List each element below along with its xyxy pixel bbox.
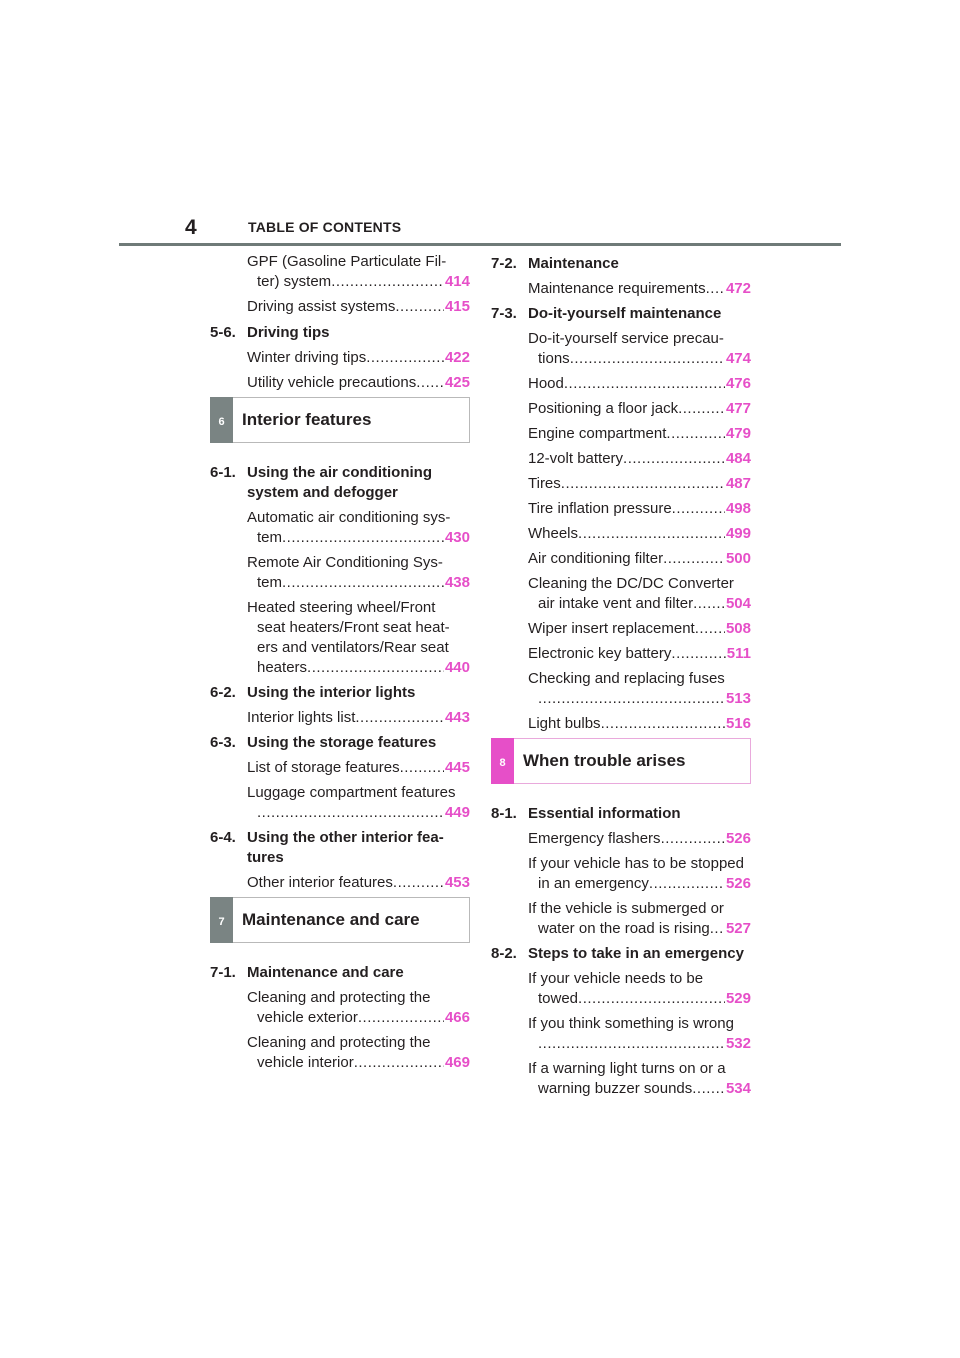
toc-entry-text: Air conditioning filter — [528, 550, 664, 567]
toc-entry-text: tions — [538, 350, 570, 367]
section-heading-5-6 — [210, 323, 470, 343]
chapter-8-banner[interactable] — [491, 738, 751, 784]
page-link[interactable]: 414 — [444, 273, 470, 290]
page-link[interactable]: 504 — [725, 595, 751, 612]
dot-leader — [695, 619, 725, 639]
toc-entry-line — [528, 919, 751, 939]
dot-leader — [661, 829, 725, 849]
page-number: 4 — [185, 216, 197, 239]
dot-leader — [578, 524, 725, 544]
toc-entry[interactable] — [210, 553, 470, 593]
toc-entry-text: Positioning a floor jack — [528, 400, 679, 417]
toc-entry[interactable] — [491, 279, 751, 299]
toc-entry-text: Utility vehicle precautions — [247, 374, 417, 391]
section-number: 6-3. — [210, 734, 236, 751]
page-link[interactable]: 526 — [725, 830, 751, 847]
page-link[interactable]: 466 — [444, 1009, 470, 1026]
toc-entry-text: Cleaning the DC/DC Converter — [528, 575, 734, 592]
toc-entry-text: warning buzzer sounds — [538, 1080, 693, 1097]
section-number: 7-2. — [491, 255, 517, 272]
toc-entry-line — [528, 689, 751, 709]
page-link[interactable]: 484 — [725, 450, 751, 467]
toc-entry-line — [528, 499, 751, 519]
dot-leader — [672, 499, 725, 519]
toc-entry-line — [247, 348, 470, 368]
toc-entry-text: Automatic air conditioning sys- — [247, 509, 451, 526]
section-title: Using the interior lights — [247, 684, 416, 701]
section-heading-7-1 — [210, 963, 470, 983]
page-link[interactable]: 477 — [725, 400, 751, 417]
right-column — [491, 252, 751, 1104]
section-number: 6-2. — [210, 684, 236, 701]
section-entries-6-2 — [210, 708, 470, 728]
dot-leader — [400, 758, 444, 778]
toc-entry-text: If your vehicle has to be stopped — [528, 855, 744, 872]
section-number: 6-1. — [210, 464, 236, 481]
toc-entry[interactable] — [491, 574, 751, 614]
section-heading-6-3 — [210, 733, 470, 753]
left-column — [210, 252, 470, 1078]
page-link[interactable]: 449 — [444, 804, 470, 821]
page-link[interactable]: 516 — [725, 715, 751, 732]
section-title: Using the storage features — [247, 734, 437, 751]
toc-entry-text: Remote Air Conditioning Sys- — [247, 554, 443, 571]
page-link[interactable]: 472 — [725, 280, 751, 297]
section-number: 5-6. — [210, 324, 236, 341]
toc-entry-line — [247, 708, 470, 728]
toc-entry[interactable] — [491, 669, 751, 709]
chapter-title: Interior features — [242, 410, 372, 429]
toc-entry-text: ter) system — [257, 273, 332, 290]
toc-entry-line — [247, 1053, 470, 1073]
dot-leader — [601, 714, 725, 734]
toc-entry-line — [528, 644, 751, 664]
toc-entry-line — [528, 829, 751, 849]
toc-entry-line — [528, 1079, 751, 1099]
toc-entry-text: Cleaning and protecting the — [247, 1034, 431, 1051]
dot-leader — [666, 424, 725, 444]
dot-leader — [395, 297, 444, 317]
chapter-7-banner[interactable] — [210, 897, 470, 943]
section-heading-8-2 — [491, 944, 751, 964]
toc-entry-line — [528, 524, 751, 544]
toc-entry-line — [528, 874, 751, 894]
page-link[interactable]: 499 — [725, 525, 751, 542]
page-link[interactable]: 529 — [725, 990, 751, 1007]
toc-entry-line — [528, 549, 751, 569]
toc-entry-text: in an emergency — [538, 875, 649, 892]
toc-entry[interactable] — [491, 329, 751, 369]
toc-entry[interactable] — [491, 399, 751, 419]
toc-entry-line — [528, 279, 751, 299]
toc-entry-line — [247, 658, 470, 678]
toc-entry-line — [528, 349, 751, 369]
toc-entry-text: Other interior features — [247, 874, 393, 891]
section-entries-8-2 — [491, 969, 751, 1099]
dot-leader — [570, 349, 725, 369]
section-entries-8-1 — [491, 829, 751, 939]
toc-entry-text: Checking and replacing fuses — [528, 670, 725, 687]
page-link[interactable]: 532 — [725, 1035, 751, 1052]
toc-entry-line — [528, 374, 751, 394]
page-link[interactable]: 513 — [725, 690, 751, 707]
page-link[interactable]: 445 — [444, 759, 470, 776]
toc-entry[interactable] — [210, 758, 470, 778]
toc-entry-line — [247, 573, 470, 593]
toc-entry-line — [247, 528, 470, 548]
toc-entry-text: water on the road is rising — [538, 920, 710, 937]
toc-entry-text: Tires — [528, 475, 561, 492]
toc-entry-text: Cleaning and protecting the — [247, 989, 431, 1006]
page-link[interactable]: 430 — [444, 529, 470, 546]
toc-entry[interactable] — [210, 708, 470, 728]
toc-entry-text: vehicle interior — [257, 1054, 354, 1071]
toc-entry-line — [528, 399, 751, 419]
dot-leader — [649, 874, 725, 894]
toc-entry[interactable] — [210, 988, 470, 1028]
toc-entry-text: Engine compartment — [528, 425, 667, 442]
toc-entry-text: heaters — [257, 659, 308, 676]
toc-entry-text: Winter driving tips — [247, 349, 367, 366]
toc-entry-line — [247, 873, 470, 893]
toc-entry-line — [247, 1008, 470, 1028]
page-link[interactable]: 422 — [444, 349, 470, 366]
page-link[interactable]: 487 — [725, 475, 751, 492]
toc-entry-line — [528, 989, 751, 1009]
toc-entry-text: GPF (Gasoline Particulate Fil- — [247, 253, 447, 270]
toc-entry[interactable] — [491, 619, 751, 639]
page-link[interactable]: 479 — [725, 425, 751, 442]
toc-entry-line — [247, 803, 470, 823]
page-link[interactable]: 425 — [444, 374, 470, 391]
section-number: 6-4. — [210, 829, 236, 846]
section-heading-6-4 — [210, 828, 470, 868]
header-title: TABLE OF CONTENTS — [248, 219, 402, 235]
dot-leader — [538, 1034, 725, 1054]
section-title-line: Using the air conditioning — [247, 464, 432, 481]
toc-entry[interactable] — [491, 374, 751, 394]
section-entries-7-2 — [491, 279, 751, 299]
toc-entry-line — [528, 619, 751, 639]
toc-entry[interactable] — [491, 854, 751, 894]
toc-entry-text: Maintenance requirements — [528, 280, 706, 297]
toc-entry[interactable] — [210, 348, 470, 368]
toc-entry[interactable] — [491, 499, 751, 519]
section-heading-7-2 — [491, 254, 751, 274]
section-number: 7-1. — [210, 964, 236, 981]
section-title-line: tures — [247, 849, 284, 866]
toc-entry-text: tem — [257, 529, 283, 546]
toc-entry-text: Wheels — [528, 525, 579, 542]
dot-leader — [355, 708, 444, 728]
toc-entry[interactable] — [491, 714, 751, 734]
dot-leader — [358, 1008, 444, 1028]
toc-entry-text: Light bulbs — [528, 715, 601, 732]
section-title: Do-it-yourself maintenance — [528, 305, 722, 322]
section-title: Essential information — [528, 805, 681, 822]
toc-entry-line — [247, 272, 470, 292]
toc-entry[interactable] — [491, 899, 751, 939]
toc-entry-text: Luggage compartment features — [247, 784, 456, 801]
toc-entry[interactable] — [491, 449, 751, 469]
chapter-tab: 7 — [210, 897, 233, 943]
page-link[interactable]: 500 — [725, 550, 751, 567]
toc-entry-line — [247, 758, 470, 778]
page-link[interactable]: 469 — [444, 1054, 470, 1071]
toc-entry[interactable] — [210, 373, 470, 393]
section-entries-7-1 — [210, 988, 470, 1073]
toc-entry-text: Emergency flashers — [528, 830, 661, 847]
section-entries-6-4 — [210, 873, 470, 893]
toc-entry-text: Wiper insert replacement — [528, 620, 695, 637]
toc-entry[interactable] — [210, 1033, 470, 1073]
section-entries-6-3 — [210, 758, 470, 823]
toc-entry-text: ers and ventilators/Rear seat — [257, 639, 449, 656]
dot-leader — [282, 573, 444, 593]
toc-entry-line — [247, 373, 470, 393]
toc-entry-text: towed — [538, 990, 579, 1007]
section-number: 8-1. — [491, 805, 517, 822]
toc-entry-text: If the vehicle is submerged or — [528, 900, 724, 917]
toc-entry-line — [528, 714, 751, 734]
section-heading-6-1 — [210, 463, 470, 503]
toc-entry-text: Do-it-yourself service precau- — [528, 330, 724, 347]
section-title-line: system and defogger — [247, 484, 398, 501]
section-title: Maintenance and care — [247, 964, 404, 981]
section-title-line: Using the other interior fea- — [247, 829, 444, 846]
dot-leader — [693, 594, 725, 614]
dot-leader — [257, 803, 444, 823]
toc-entry[interactable] — [210, 598, 470, 678]
dot-leader — [307, 658, 444, 678]
section-number: 7-3. — [491, 305, 517, 322]
toc-entry-text: Hood — [528, 375, 564, 392]
toc-entry-text: If your vehicle needs to be — [528, 970, 704, 987]
toc-entry-text: tem — [257, 574, 283, 591]
dot-leader — [416, 373, 444, 393]
dot-leader — [678, 399, 725, 419]
section-heading-6-2 — [210, 683, 470, 703]
dot-leader — [710, 919, 725, 939]
dot-leader — [706, 279, 725, 299]
toc-entry[interactable] — [491, 969, 751, 1009]
toc-entry[interactable] — [491, 549, 751, 569]
toc-entry-text: Heated steering wheel/Front — [247, 599, 436, 616]
toc-entry-text: vehicle exterior — [257, 1009, 358, 1026]
dot-leader — [354, 1053, 444, 1073]
toc-entry[interactable] — [491, 644, 751, 664]
toc-entry[interactable] — [210, 873, 470, 893]
page-link[interactable]: 511 — [726, 645, 751, 662]
chapter-tab: 8 — [491, 738, 514, 784]
page-link[interactable]: 440 — [444, 659, 470, 676]
toc-entry-line — [528, 1034, 751, 1054]
toc-entry[interactable] — [210, 508, 470, 548]
page-link[interactable]: 534 — [725, 1080, 751, 1097]
toc-entry-text: 12-volt battery — [528, 450, 624, 467]
page-link[interactable]: 415 — [444, 298, 470, 315]
toc-entry[interactable] — [491, 424, 751, 444]
page-link[interactable]: 453 — [444, 874, 470, 891]
dot-leader — [331, 272, 444, 292]
dot-leader — [564, 374, 725, 394]
toc-entry-text: seat heaters/Front seat heat- — [257, 619, 450, 636]
section-title: Driving tips — [247, 324, 330, 341]
section-heading-7-3 — [491, 304, 751, 324]
toc-entry-line — [528, 449, 751, 469]
dot-leader — [538, 689, 725, 709]
chapter-tab: 6 — [210, 397, 233, 443]
page-link[interactable]: 438 — [444, 574, 470, 591]
toc-entry-text: Electronic key battery — [528, 645, 672, 662]
page-link[interactable]: 526 — [725, 875, 751, 892]
toc-entry-line — [528, 474, 751, 494]
toc-entry-text: If a warning light turns on or a — [528, 1060, 726, 1077]
toc-entry[interactable] — [491, 1014, 751, 1054]
page-link[interactable]: 527 — [725, 920, 751, 937]
toc-entry[interactable] — [491, 474, 751, 494]
continued-entries — [210, 252, 470, 317]
section-entries-5-6 — [210, 348, 470, 393]
dot-leader — [623, 449, 725, 469]
toc-entry-text: Interior lights list — [247, 709, 356, 726]
dot-leader — [393, 873, 444, 893]
section-number: 8-2. — [491, 945, 517, 962]
toc-entry[interactable] — [491, 524, 751, 544]
toc-entry[interactable] — [491, 1059, 751, 1099]
dot-leader — [671, 644, 725, 664]
dot-leader — [282, 528, 444, 548]
dot-leader — [578, 989, 725, 1009]
toc-entry[interactable] — [210, 783, 470, 823]
toc-entry-text: Tire inflation pressure — [528, 500, 672, 517]
toc-entry-text: air intake vent and filter — [538, 595, 694, 612]
toc-entry[interactable] — [491, 829, 751, 849]
section-title: Steps to take in an emergency — [528, 945, 744, 962]
dot-leader — [561, 474, 725, 494]
dot-leader — [663, 549, 725, 569]
header-rule — [119, 243, 841, 246]
toc-entry-text: Driving assist systems — [247, 298, 396, 315]
toc-entry[interactable] — [210, 252, 470, 292]
toc-entry-text: List of storage features — [247, 759, 400, 776]
toc-entry-line — [247, 297, 470, 317]
page-link[interactable]: 476 — [725, 375, 751, 392]
toc-entry-line — [528, 594, 751, 614]
section-entries-7-3 — [491, 329, 751, 734]
section-title: Maintenance — [528, 255, 619, 272]
page-link[interactable]: 474 — [725, 350, 751, 367]
chapter-6-banner[interactable] — [210, 397, 470, 443]
chapter-title: When trouble arises — [523, 751, 686, 770]
chapter-title: Maintenance and care — [242, 910, 420, 929]
page-link[interactable]: 498 — [725, 500, 751, 517]
toc-entry-text: If you think something is wrong — [528, 1015, 734, 1032]
section-entries-6-1 — [210, 508, 470, 678]
toc-entry[interactable] — [210, 297, 470, 317]
page-link[interactable]: 443 — [444, 709, 470, 726]
toc-entry-line — [528, 424, 751, 444]
page-link[interactable]: 508 — [725, 620, 751, 637]
section-heading-8-1 — [491, 804, 751, 824]
dot-leader — [366, 348, 444, 368]
dot-leader — [692, 1079, 725, 1099]
